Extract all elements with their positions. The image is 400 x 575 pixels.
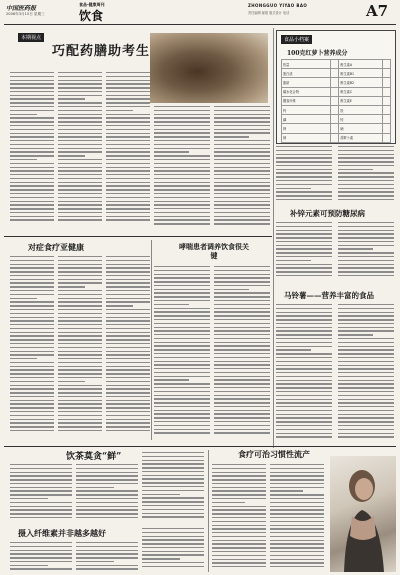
potato-article-body-col2 [338,304,394,444]
potato-article-title: 马铃薯——营养丰富的食品 [284,291,374,300]
asthma-title-text: 哮喘患者调养饮食很关键 [179,242,249,260]
nutrition-cell [331,124,339,133]
nutrition-cell [383,115,391,124]
asthma-body-col1 [154,266,210,440]
nutrition-row [282,87,391,96]
nutrition-cell: 维生素E [339,96,383,105]
section-rule-2 [4,446,396,447]
nutrition-cell [383,78,391,87]
main-article-body-col1 [10,72,54,232]
nutrition-cell: 铁 [339,105,383,114]
nutrition-box-tag: 食品小档案 [281,35,312,44]
nutrition-cell [331,87,339,96]
zinc-article-body-col2 [338,222,394,282]
subhealth-body-col3 [106,256,150,440]
nutrition-cell [331,78,339,87]
habit-article-title: 食疗可治习惯性流产 [238,449,310,459]
nutrition-cell: 锌 [339,115,383,124]
main-article-body-col5 [214,106,270,232]
nutrition-row [282,60,391,69]
section-rule-1 [4,236,272,237]
col-rule-3 [208,450,209,572]
subhealth-body-col1 [10,256,54,440]
woman-photo [330,456,396,572]
date-line: 2006年3月15日 星期三 [6,12,45,16]
zinc-article-body-col1 [276,222,332,282]
nutrition-row [282,115,391,124]
tea-article-title: 饮茶莫贪“鲜” [66,452,122,462]
nutrition-box [276,30,396,144]
nutrition-cell: 硒 [339,124,383,133]
tea-body-col2 [76,464,138,522]
subhealth-body-col2 [58,256,102,440]
nutrition-cell [383,133,391,142]
nutrition-cell [383,87,391,96]
nutrition-cell [331,133,339,142]
nutrition-cell: 维生素C [339,87,383,96]
tea-body-col3 [142,452,204,522]
main-article-title: 巧配药膳助考生 [52,44,151,59]
nutrition-cell [383,124,391,133]
nutrition-cell: 维生素A [339,60,383,69]
nutrition-cell: 碳水化合物 [282,87,331,96]
contact-line: 责任编辑 邮箱 版式设计 电话 [248,11,290,15]
fiber-body-col3 [142,528,204,572]
woman-silhouette [330,456,396,572]
nutrition-cell [331,96,339,105]
nutrition-row [282,78,391,87]
nutrition-cell [383,60,391,69]
pinyin-title: ZHONGGUO YIYAO BAO [248,3,308,8]
header-rule [4,24,396,25]
paper-name: 中国医药报 [6,5,37,12]
subhealth-article-title: 对症食疗亚健康 [28,242,84,252]
asthma-article-title [178,242,250,260]
main-article-body-col3 [106,72,150,232]
column-tag: 本期视点 [18,33,44,42]
zinc-article-title: 补锌元素可预防糖尿病 [290,209,365,218]
tea-body-col1 [10,464,72,522]
nutrition-cell: 钠 [282,133,331,142]
nutrition-cell: 胡萝卜素 [339,133,383,142]
potato-article-body-col1 [276,304,332,444]
nutrition-cell: 蛋白质 [282,69,331,78]
page-number: A7 [366,2,389,20]
nutrition-row [282,96,391,105]
nutrition-cell [331,69,339,78]
nutrition-cell: 维生素B1 [339,69,383,78]
nutrition-cell [383,105,391,114]
main-article-body-col4 [154,106,210,232]
nutrition-cell [331,105,339,114]
section-small: 食品·健康周刊 [79,2,105,7]
fiber-body-col1 [10,542,72,572]
nutrition-cell [383,69,391,78]
fiber-article-title: 摄入纤维素并非越多越好 [18,528,106,538]
nutrition-row [282,69,391,78]
nutrition-cell: 钙 [282,105,331,114]
col-rule-2 [151,240,152,440]
nutrition-row [282,124,391,133]
masthead [0,0,400,26]
nutrition-side-text [276,146,332,204]
nutrition-table [281,59,391,143]
col-rule-1 [273,28,274,448]
section-title: 饮食 [79,9,104,23]
nutrition-box-subtitle: 100克红萝卜营养成分 [287,50,348,57]
nutrition-cell: 钾 [282,124,331,133]
nutrition-cell [383,96,391,105]
nutrition-cell: 维生素B2 [339,78,383,87]
nutrition-cell: 膳食纤维 [282,96,331,105]
habit-body-col2 [270,464,324,572]
nutrition-cell: 热量 [282,60,331,69]
asthma-body-col2 [214,266,270,440]
nutrition-cell: 磷 [282,115,331,124]
nutrition-cell [331,115,339,124]
food-photo [150,33,268,103]
nutrition-cell [331,60,339,69]
nutrition-cell: 脂肪 [282,78,331,87]
nutrition-row [282,105,391,114]
fiber-body-col2 [76,542,138,572]
nutrition-side-text-2 [338,146,394,204]
main-article-body-col2 [58,72,102,232]
nutrition-row [282,133,391,142]
habit-body-col1 [212,464,266,572]
